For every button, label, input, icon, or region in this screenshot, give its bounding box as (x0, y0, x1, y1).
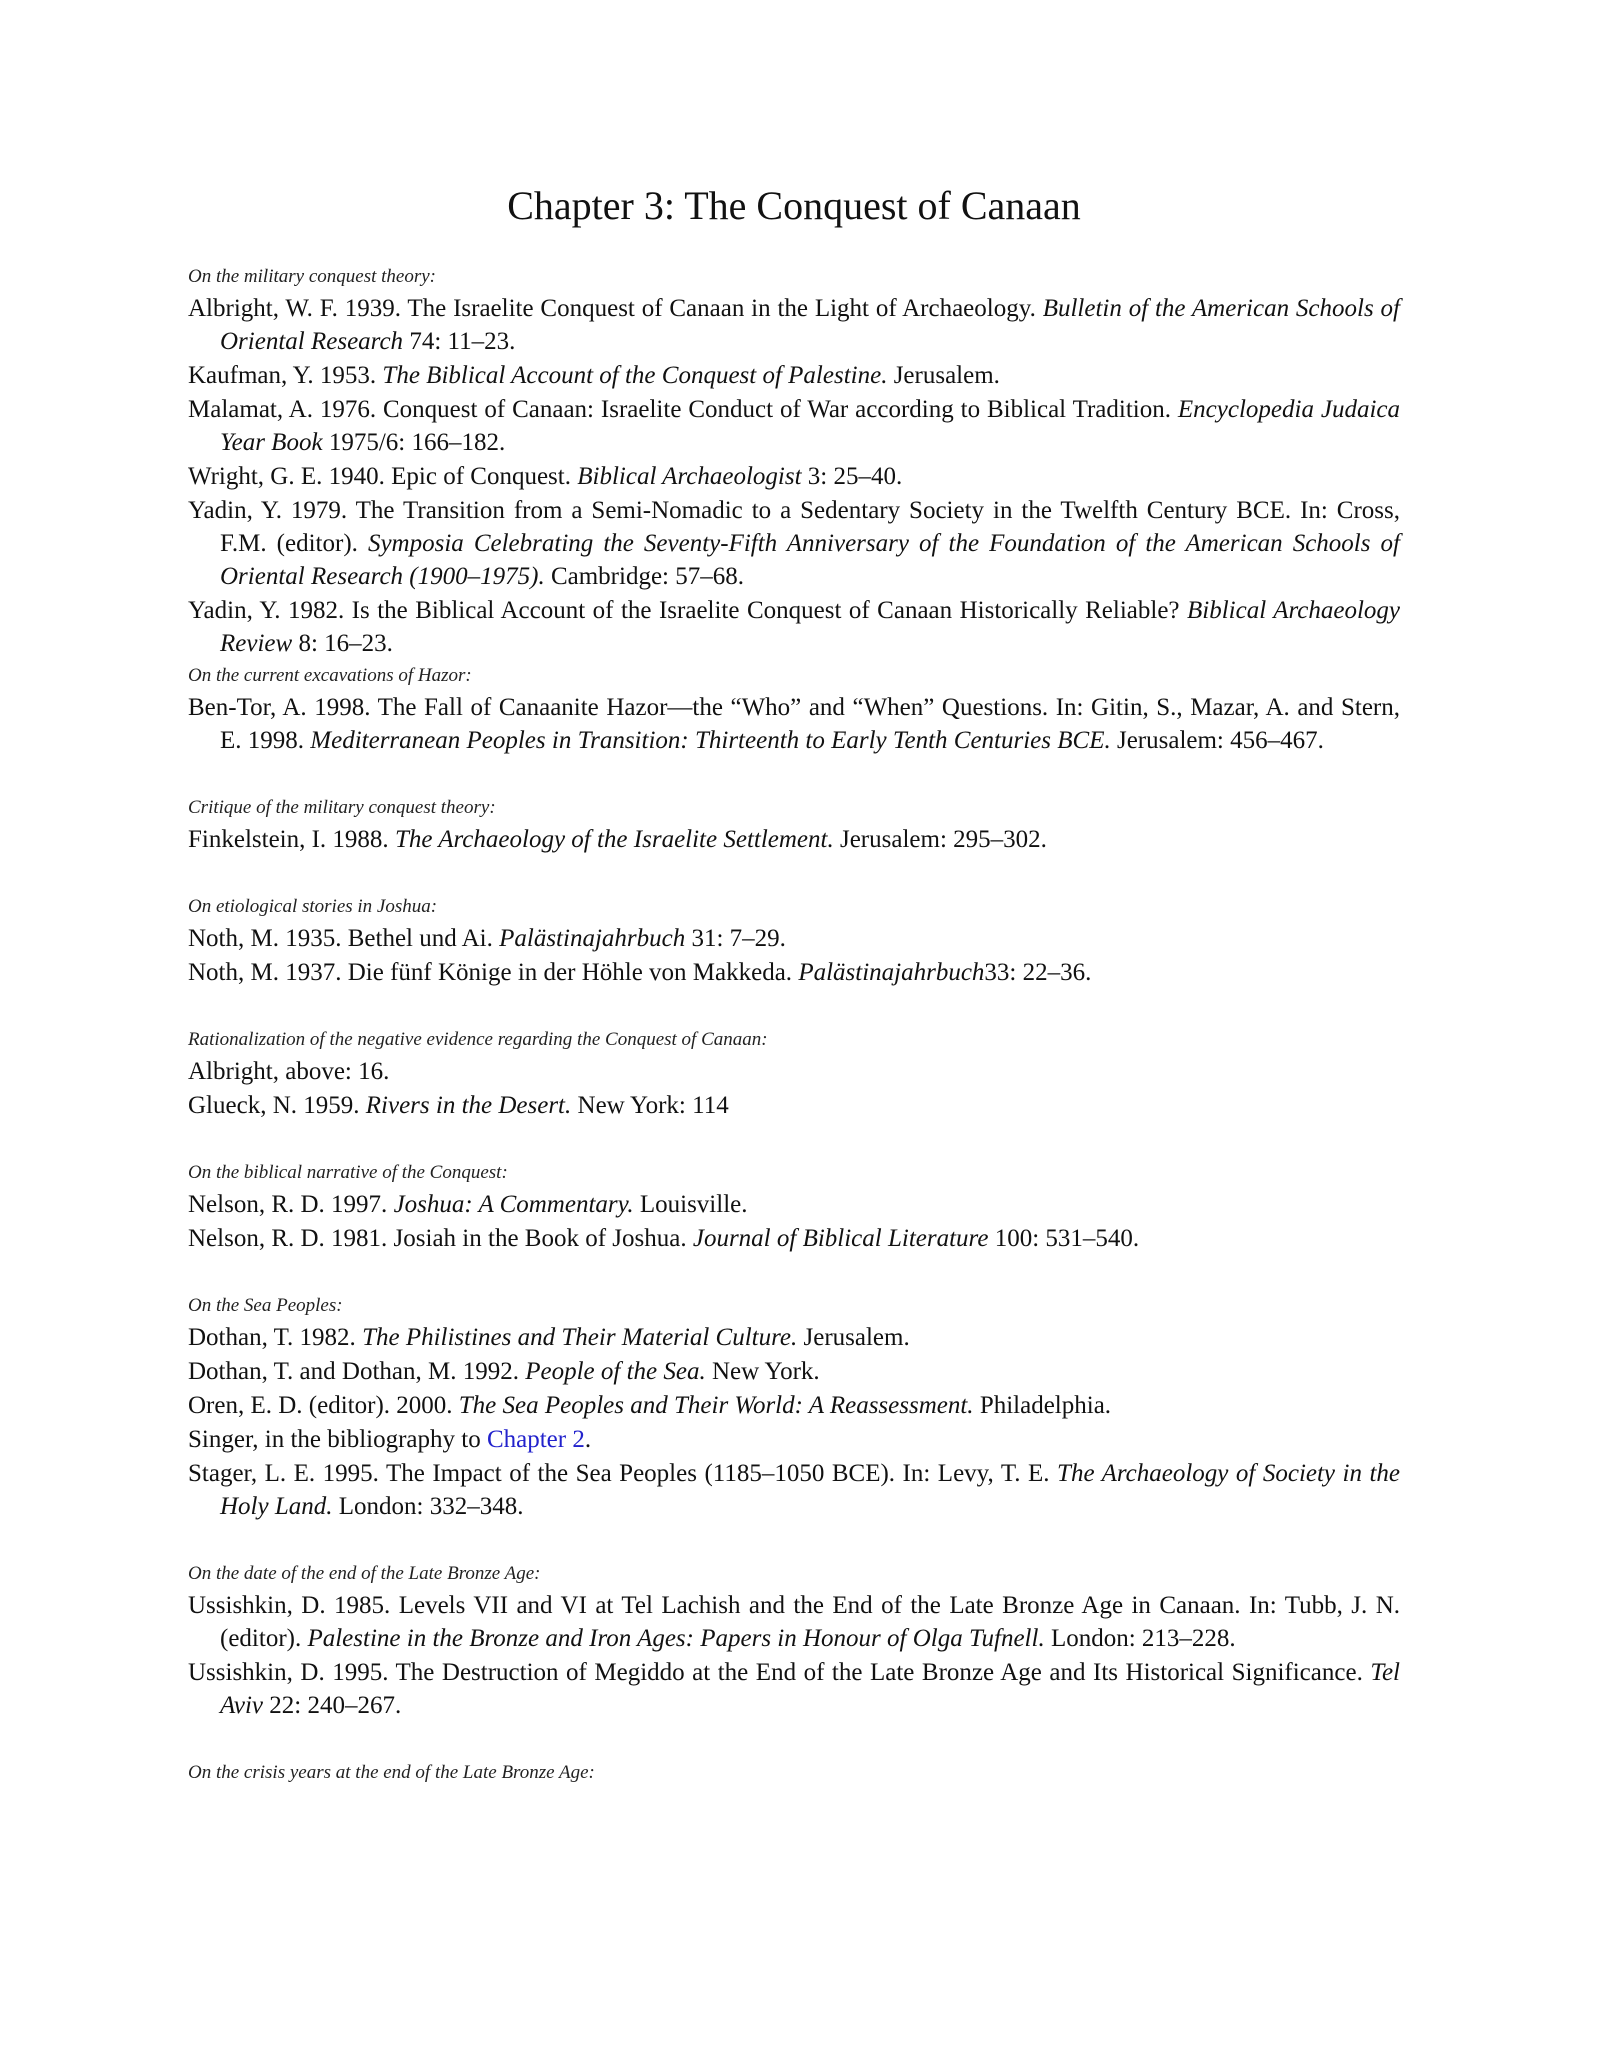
bibliography-section (188, 1025, 1400, 1122)
section-heading: On the biblical narrative of the Conquest: (188, 1162, 508, 1183)
entry-text: Nelson, R. D. 1997. (188, 1191, 394, 1218)
bibliography-sections (188, 262, 1400, 1788)
section-heading: Rationalization of the negative evidence regarding the Conquest of Canaan: (188, 1029, 768, 1050)
publication-title: Palestine in the Bronze and Iron Ages: Papers in Honour of Olga Tufnell. (307, 1625, 1045, 1652)
publication-title: Joshua: A Commentary. (393, 1191, 634, 1218)
entry-text: Dothan, T. and Dothan, M. 1992. (188, 1358, 526, 1385)
entry-text: Albright, above: 16. (188, 1058, 390, 1085)
entry-text: Jerusalem: 295–302. (833, 826, 1047, 853)
bibliography-entry (188, 823, 1400, 856)
publication-title: The Archaeology of Society in the Holy Land. (220, 1460, 1401, 1520)
entry-text: Kaufman, Y. 1953. (188, 362, 383, 389)
bibliography-entry (188, 1457, 1400, 1523)
section-heading: Critique of the military conquest theory: (188, 797, 496, 818)
chapter-title: Chapter 3: The Conquest of Canaan (507, 183, 1081, 228)
entry-text: Singer, in the bibliography to (188, 1426, 487, 1453)
entry-text: Finkelstein, I. 1988. (188, 826, 395, 853)
bibliography-section (188, 262, 1400, 660)
entry-text: New York. (705, 1358, 820, 1385)
entry-text: Jerusalem. (887, 362, 1000, 389)
bibliography-section (188, 1158, 1400, 1255)
publication-title: Palästinajahrbuch (798, 959, 985, 986)
bibliography-entry (188, 460, 1400, 493)
bibliography-entry (188, 393, 1400, 459)
entry-text: Oren, E. D. (editor). 2000. (188, 1392, 459, 1419)
section-heading: On the date of the end of the Late Bronze Age: (188, 1563, 541, 1584)
bibliography-section (188, 661, 1400, 757)
entry-text: Ussishkin, D. 1995. The Destruction of Megiddo at the End of the Late Bronze Age and Its Historical Significance. (188, 1659, 1371, 1686)
bibliography-entry (188, 691, 1400, 757)
bibliography-section (188, 1758, 1400, 1788)
bibliography-entry (188, 1321, 1400, 1354)
entry-text: 33: 22–36. (984, 959, 1092, 986)
chapter-link[interactable]: Chapter 2 (486, 1426, 585, 1453)
publication-title: Biblical Archaeology Review (220, 597, 1400, 657)
entry-text: Yadin, Y. 1982. Is the Biblical Account of the Israelite Conquest of Canaan Historically Reliable? (188, 597, 1188, 624)
bibliography-entry (188, 1423, 1400, 1456)
bibliography-entry (188, 594, 1400, 660)
entry-text: London: 213–228. (1044, 1625, 1236, 1652)
bibliography-entry (188, 922, 1400, 955)
entry-text: Malamat, A. 1976. Conquest of Canaan: Israelite Conduct of War according to Biblical Tradition. (188, 396, 1178, 423)
entry-text: New York: 114 (571, 1092, 729, 1119)
publication-title: Encyclopedia Judaica Year Book (220, 396, 1401, 456)
publication-title: Rivers in the Desert. (365, 1092, 572, 1119)
entry-text: Wright, G. E. 1940. Epic of Conquest. (188, 463, 578, 490)
section-heading: On the military conquest theory: (188, 266, 437, 287)
entry-text: Ben-Tor, A. 1998. The Fall of Canaanite Hazor—the “Who” and “When” Questions. In: Gitin, S., Mazar, A. and Stern, E. 1998. (188, 694, 1400, 754)
entry-text: Philadelphia. (973, 1392, 1112, 1419)
entry-text: Louisville. (633, 1191, 748, 1218)
section-heading: On the Sea Peoples: (188, 1295, 343, 1316)
entry-text: . (584, 1426, 592, 1453)
entry-text: Noth, M. 1937. Die fünf Könige in der Höhle von Makkeda. (188, 959, 799, 986)
publication-title: The Sea Peoples and Their World: A Reassessment. (458, 1392, 974, 1419)
bibliography-entry (188, 1222, 1400, 1255)
entry-text: Jerusalem: 456–467. (1110, 727, 1324, 754)
entry-text: 22: 240–267. (263, 1692, 402, 1719)
publication-title: The Biblical Account of the Conquest of Palestine. (382, 362, 888, 389)
entry-text: Noth, M. 1935. Bethel und Ai. (188, 925, 500, 952)
entry-text: Albright, W. F. 1939. The Israelite Conquest of Canaan in the Light of Archaeology. (188, 295, 1043, 322)
publication-title: Palästinajahrbuch (499, 925, 686, 952)
bibliography-section (188, 1291, 1400, 1523)
entry-text: London: 332–348. (332, 1493, 524, 1520)
bibliography-entry (188, 1055, 1400, 1088)
entry-text: 31: 7–29. (685, 925, 786, 952)
bibliography-section (188, 892, 1400, 989)
publication-title: People of the Sea. (525, 1358, 706, 1385)
bibliography-entry (188, 494, 1400, 593)
entry-text: Glueck, N. 1959. (188, 1092, 366, 1119)
bibliography-entry (188, 1656, 1400, 1722)
publication-title: Mediterranean Peoples in Transition: Thirteenth to Early Tenth Centuries BCE. (310, 727, 1111, 754)
publication-title: Biblical Archaeologist (577, 463, 802, 490)
publication-title: The Archaeology of the Israelite Settlement. (394, 826, 834, 853)
entry-text: Nelson, R. D. 1981. Josiah in the Book of Joshua. (188, 1225, 693, 1252)
bibliography-entry (188, 1089, 1400, 1122)
bibliography-section (188, 793, 1400, 856)
bibliography-entry (188, 1188, 1400, 1221)
document-page (188, 180, 1400, 1788)
bibliography-entry (188, 359, 1400, 392)
bibliography-entry (188, 1389, 1400, 1422)
entry-text: Dothan, T. 1982. (188, 1324, 363, 1351)
entry-text: Stager, L. E. 1995. The Impact of the Sea Peoples (1185–1050 BCE). In: Levy, T. E. (188, 1460, 1058, 1487)
publication-title: Bulletin of the American Schools of Oriental Research (220, 295, 1400, 355)
bibliography-entry (188, 292, 1400, 358)
publication-title: The Philistines and Their Material Culture. (362, 1324, 798, 1351)
entry-text: 8: 16–23. (292, 630, 393, 657)
entry-text: Cambridge: 57–68. (544, 563, 744, 590)
section-heading: On the current excavations of Hazor: (188, 665, 472, 686)
entry-text: Jerusalem. (797, 1324, 910, 1351)
entry-text: 100: 531–540. (988, 1225, 1140, 1252)
bibliography-section (188, 1559, 1400, 1722)
entry-text: Ussishkin, D. 1985. Levels VII and VI at Tel Lachish and the End of the Late Bronze Age in Canaan. In: Tubb, J. N. (editor). (188, 1592, 1400, 1652)
bibliography-entry (188, 1589, 1400, 1655)
entry-text: 74: 11–23. (403, 328, 516, 355)
bibliography-entry (188, 1355, 1400, 1388)
publication-title: Symposia Celebrating the Seventy-Fifth Anniversary of the Foundation of the American Schools of Oriental Research (1900–1975). (220, 530, 1400, 590)
entry-text: 1975/6: 166–182. (322, 429, 506, 456)
section-heading: On the crisis years at the end of the Late Bronze Age: (188, 1762, 595, 1783)
publication-title: Tel Aviv (220, 1659, 1400, 1719)
publication-title: Journal of Biblical Literature (692, 1225, 989, 1252)
entry-text: Yadin, Y. 1979. The Transition from a Semi-Nomadic to a Sedentary Society in the Twelfth Century BCE. In: Cross, F.M. (editor). (188, 497, 1400, 557)
bibliography-entry (188, 956, 1400, 989)
section-heading: On etiological stories in Joshua: (188, 896, 438, 917)
entry-text: 3: 25–40. (801, 463, 903, 490)
